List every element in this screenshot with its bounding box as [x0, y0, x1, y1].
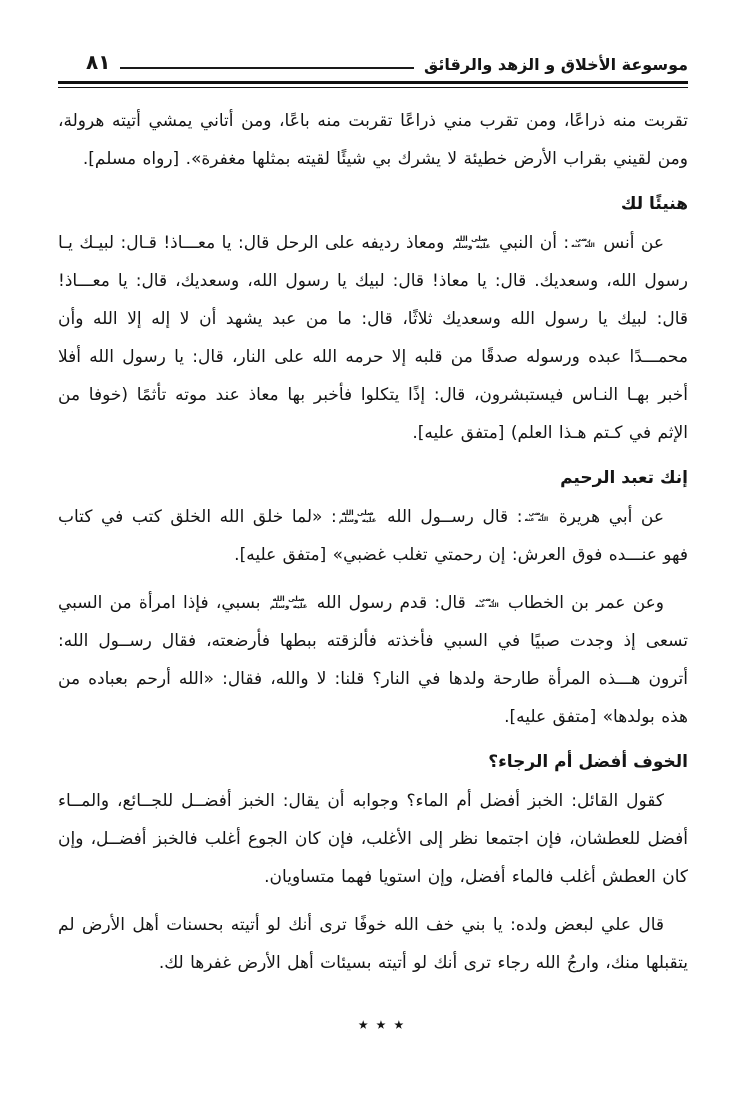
section-divider-stars: ٭ ٭ ٭ [357, 1012, 405, 1036]
paragraph-ali-advice-to-son: قال علي لبعض ولده: يا بني خف الله خوفًا ترى أنك لو أتيته بحسنات أهل الأرض لم يتقبلها منك، وارجُ الله رجاء ترى أنك لو أتيته بسيئات أهل الأرض غفرها لك. [58, 915, 688, 973]
radi-allahu-anhu-seal-icon: رضي الله عنه [474, 596, 499, 609]
radi-allahu-anhu-seal-icon: رضي الله عنه [524, 510, 549, 523]
page-number: ٨١ [86, 50, 111, 74]
pbuh-seal-icon: صلى الله عليه وسلم [269, 595, 308, 610]
pbuh-seal-icon: صلى الله عليه وسلم [452, 235, 491, 250]
page-body [58, 102, 688, 1036]
header-underline [120, 67, 414, 69]
page-header [58, 50, 688, 74]
paragraph-hadith-muadh: عن أنس رضي الله عنه: أن النبي صلى الله عليه وسلم ومعاذ رديفه على الرحل قال: يا معـــاذ! قـال: لبيـك يـا رسول الله، وسعديك. قال: يا معاذ! قال: لبيك يا رسول الله، وسعديك، قال: يا معـــاذ! قال: لبيك يا رسول الله وسعديك ثلاثًا، قال: ما من عبد يشهد أن لا إله إلا الله وأن محمـــدًا عبده ورسوله صدقًا من قلبه إلا حرمه الله على النار، قال: يا رسول الله أفلا أخبر بهـا النـاس فيستبشرون، قال: إذًا يتكلوا فأخبر بها معاذ عند موته تأثمًا (خوفا من الإثم في كـتم هـذا العلم) [متفق عليه]. [58, 233, 688, 443]
paragraph-bread-or-water-analogy: كقول القائل: الخبز أفضل أم الماء؟ وجوابه أن يقال: الخبز أفضــل للجــائع، والمــاء أفضل للعطشان، فإن اجتمعا نظر إلى الأغلب، فإن كان الجوع أغلب فالخبز أفضــل، وإن كان العطش أغلب فالماء أفضل، وإن استويا فهما متساويان. [58, 791, 688, 887]
section-heading-congratulations: هنيئًا لك [620, 194, 688, 214]
radi-allahu-anhu-seal-icon: رضي الله عنه [571, 236, 595, 249]
book-title: موسوعة الأخلاق و الزهد والرقائق [423, 55, 688, 74]
paragraph-hadith-continuation: تقربت منه ذراعًا، ومن تقرب مني ذراعًا تقربت منه باعًا، ومن أتاني يمشي أتيته هرولة، ومن لقيني بقراب الأرض خطيئة لا يشرك بي شيئًا لقيته بمثلها مغفرة». [رواه مسلم]. [58, 111, 688, 169]
section-heading-worship-the-merciful: إنك تعبد الرحيم [560, 468, 688, 488]
header-rule [58, 81, 688, 88]
section-heading-fear-or-hope: الخوف أفضل أم الرجاء؟ [488, 752, 688, 772]
paragraph-hadith-abu-hurairah: عن أبي هريرة رضي الله عنه: قال رســول الله صلى الله عليه وسلم: «لما خلق الله الخلق كتب في كتاب فهو عنـــده فوق العرش: إن رحمتي تغلب غضبي» [متفق عليه]. [58, 507, 688, 565]
paragraph-hadith-umar-captive-woman: وعن عمر بن الخطاب رضي الله عنه قال: قدم رسول الله صلى الله عليه وسلم بسبي، فإذا امرأة من السبي تسعى إذ وجدت صبيًا في السبي فأخذته فألزقته ببطها فأرضعته، فقال رســول الله: أترون هـــذه المرأة طارحة ولدها في النار؟ قلنا: لا والله، فقال: «الله أرحم بعباده من هذه بولدها» [متفق عليه]. [58, 593, 688, 727]
pbuh-seal-icon: صلى الله عليه وسلم [338, 509, 377, 524]
